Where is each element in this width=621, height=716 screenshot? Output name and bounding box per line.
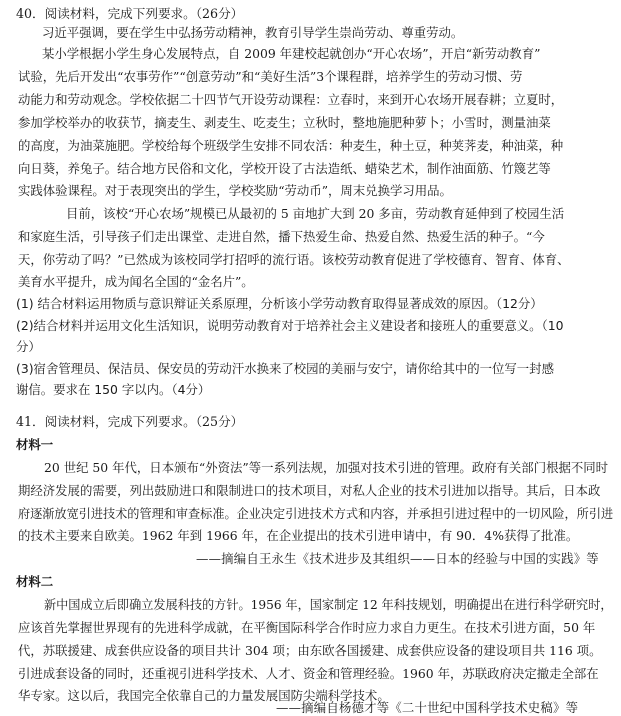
q41-m1-line4: 的技术主要来自欧美。1962 年到 1966 年，在企业提出的技术引进申请中，有 90．4%获得了批准。: [18, 528, 579, 543]
q41-material2-source: ——摘编自杨德才等《二十世纪中国科学技术史稿》等: [276, 700, 579, 715]
q40-subquestion-2: (2)结合材料并运用文化生活知识，说明劳动教育对于培养社会主义建设者和接班人的重要意义。（10: [16, 318, 564, 333]
q40-subquestion-1: (1) 结合材料运用物质与意识辩证关系原理，分析该小学劳动教育取得显著成效的原因。（12分）: [16, 296, 543, 311]
q40-p1-line8: 实践体验课程。对于表现突出的学生，学校奖励“劳动币”，周末兑换学习用品。: [18, 183, 452, 198]
q41-m2-line5: 华专家。这以后，我国完全依靠自己的力量发展国防尖端科学技术。: [18, 688, 390, 703]
q40-p1-line4: 动能力和劳动观念。学校依据二十四节气开设劳动课程：立春时，来到开心农场开展春耕；立夏时，: [18, 92, 564, 107]
q41-m2-line4: 引进成套设备的同时，还重视引进科学技术、人才、资金和管理经验。1960 年，苏联政府决定撤走全部在: [18, 666, 599, 681]
q41-m1-line3: 府逐渐放宽引进技术的管理和审查标准。企业决定引进技术方式和内容，并承担引进过程中的一切风险，所引进: [18, 506, 614, 521]
q40-subquestion-2-cont: 分）: [16, 339, 41, 354]
q40-p1-line1: 习近平强调，要在学生中弘扬劳动精神，教育引导学生崇尚劳动、尊重劳动。: [42, 25, 464, 40]
q40-p2-line2: 和家庭生活，引导孩子们走出课堂、走进自然，播下热爱生命、热爱自然、热爱生活的种子。“今: [18, 229, 545, 244]
q40-header: 40．阅读材料，完成下列要求。（26分）: [16, 6, 244, 21]
q41-m2-line3: 代，苏联援建、成套供应设备的项目共计 304 项；由东欧各国援建、成套供应设备的建设项目共 116 项。: [18, 643, 602, 658]
q41-m2-line1: 新中国成立后即确立发展科技的方针。1956 年，国家制定 12 年科技规划，明确提出在进行科学研究时，: [44, 597, 613, 612]
q40-p1-line2: 某小学根据小学生身心发展特点，自 2009 年建校起就创办“开心农场”，开启“新劳动教育”: [42, 46, 541, 61]
q41-header: 41．阅读材料，完成下列要求。（25分）: [16, 414, 244, 429]
q40-p2-line1: 目前，该校“开心农场”规模已从最初的 5 亩地扩大到 20 多亩，劳动教育延伸到了校园生活: [66, 206, 565, 221]
q40-p1-line7: 向日葵，养兔子。结合地方民俗和文化，学校开设了古法造纸、蜡染艺术，制作油面筋、竹篾艺等: [18, 161, 551, 176]
q41-material2-title: 材料二: [16, 574, 54, 589]
q41-material1-source: ——摘编自王永生《技术进步及其组织——日本的经验与中国的实践》等: [196, 551, 599, 566]
q40-p2-line3: 天，你劳动了吗？”已然成为该校同学打招呼的流行语。该校劳动教育促进了学校德育、智育、体育、: [18, 252, 570, 267]
q40-p1-line6: 的高度，为油菜施肥。学校给每个班级学生安排不同农活：种麦生，种土豆，种荚荠麦，种油菜，种: [18, 138, 564, 153]
q40-subquestion-3: (3)宿舍管理员、保洁员、保安员的劳动汗水换来了校园的美丽与安宁，请你给其中的一位写一封感: [16, 361, 554, 376]
q40-p2-line4: 美育水平提升，成为闻名全国的“金名片”。: [18, 274, 254, 289]
q40-p1-line5: 参加学校举办的收获节，摘麦生、剥麦生、吃麦生；立秋时，整地施肥种萝卜；小雪时，测量油菜: [18, 115, 551, 130]
q41-m1-line1: 20 世纪 50 年代，日本颁布“外资法”等一系列法规，加强对技术引进的管理。政府有关部门根据不同时: [44, 460, 609, 475]
q41-m2-line2: 应该首先掌握世界现有的先进科学成就，在平衡国际科学合作时应力求自力更生。在技术引进方面，50 年: [18, 620, 596, 635]
q41-material1-title: 材料一: [16, 437, 54, 452]
q40-subquestion-3-cont: 谢信。要求在 150 字以内。（4分）: [16, 382, 211, 397]
q40-p1-line3: 试验，先后开发出“农事劳作”“创意劳动”和“美好生活”3个课程群，培养学生的劳动习惯、劳: [18, 69, 523, 84]
q41-m1-line2: 期经济发展的需要，列出鼓励进口和限制进口的技术项目，对私人企业的技术引进加以指导。其后，日本政: [18, 483, 601, 498]
